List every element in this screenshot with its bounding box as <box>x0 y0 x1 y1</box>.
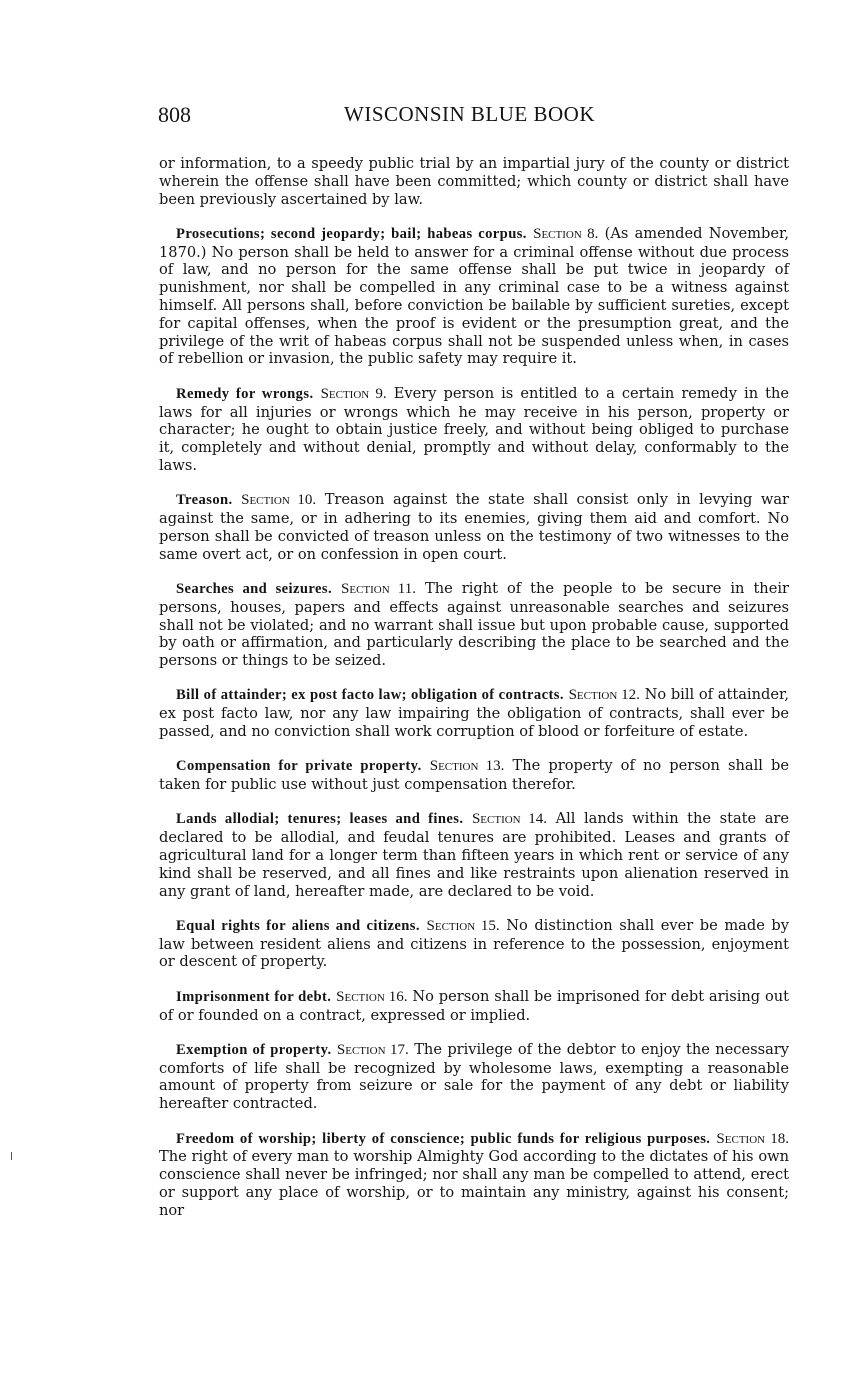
section-9-paragraph <box>159 385 789 475</box>
section-text: No distinction shall ever be made by law between resident aliens and citizens in reference to the possession, enjoyment or descent of property. <box>159 916 790 971</box>
section-heading: Treason. <box>176 492 233 509</box>
section-text: (As amended November, 1870.) No person shall be held to answer for a criminal offense without due process of law, and no person for the same offense shall be put twice in jeopardy of punishment, nor shall be compelled in any criminal case to be a witness against himself. All persons shall, before conviction be bailable by sufficient sureties, except for capital offenses, when the proof is evident or the presumption great, and the privilege of the writ of habeas corpus shall not be suspended unless when, in cases of rebellion or invasion, the public safety may require it. <box>159 224 790 368</box>
constitution-text <box>159 155 789 1236</box>
section-label: Section 10. <box>241 492 317 509</box>
section-12-paragraph <box>159 686 789 740</box>
section-15-paragraph <box>159 917 789 971</box>
page-header <box>158 100 789 132</box>
section-text: All lands within the state are declared to be allodial, and feudal tenures are prohibited. Leases and grants of agricultural land for a longer term than fifteen years in which rent or service of any kind shall be reserved, and all fines and like restraints upon alienation reserved in any grant of land, hereafter made, are declared to be void. <box>159 810 790 900</box>
section-label: Section 18. <box>716 1130 790 1147</box>
section-text: The privilege of the debtor to enjoy the necessary comforts of life shall be recognized by wholesome laws, exempting a reasonable amount of property from seizure or sale for the payment of any debt or liability hereafter contracted. <box>159 1040 790 1113</box>
section-label: Section 12. <box>568 687 640 704</box>
section-heading: Imprisonment for debt. <box>176 988 332 1005</box>
section-10-paragraph <box>159 491 789 563</box>
section-label: Section 8. <box>533 225 599 242</box>
section-heading: Remedy for wrongs. <box>176 385 314 402</box>
section-14-paragraph <box>159 810 789 900</box>
section-17-paragraph <box>159 1041 789 1113</box>
section-label: Section 11. <box>341 580 416 597</box>
section-heading: Searches and seizures. <box>176 580 333 597</box>
scan-mark <box>11 1152 12 1160</box>
section-heading: Prosecutions; second jeopardy; bail; habeas corpus. <box>176 225 527 242</box>
section-label: Section 14. <box>471 811 548 828</box>
section-16-paragraph <box>159 988 789 1025</box>
section-heading: Freedom of worship; liberty of conscience; public funds for religious purposes. <box>176 1130 711 1147</box>
section-heading: Lands allodial; tenures; leases and fines. <box>176 811 464 828</box>
section-text: The right of every man to worship Almighty God according to the dictates of his own conscience shall never be infringed; nor shall any man be compelled to attend, erect or support any place of worship, or to maintain any ministry, against his consent; nor <box>159 1148 789 1219</box>
section-text: Every person is entitled to a certain remedy in the laws for all injuries or wrongs which he may receive in his person, property or character; he ought to obtain justice freely, and without being obliged to purchase it, completely and without denial, promptly and without delay, conformably to the laws. <box>159 384 790 474</box>
section-heading: Compensation for private property. <box>176 758 422 775</box>
section-label: Section 17. <box>336 1041 409 1058</box>
section-text: No bill of attainder, ex post facto law, nor any law impairing the obligation of contracts, shall ever be passed, and no conviction shall work corruption of blood or forfeiture of estate. <box>159 686 789 741</box>
page-number: 808 <box>158 102 191 127</box>
section-8-paragraph <box>159 225 789 368</box>
section-text: Treason against the state shall consist only in levying war against the same, or in adhering to its enemies, giving them aid and comfort. No person shall be convicted of treason unless on the testimony of two witnesses to the same overt act, or on confession in open court. <box>159 491 790 563</box>
section-label: Section 16. <box>336 988 408 1005</box>
section-heading: Bill of attainder; ex post facto law; obligation of contracts. <box>176 687 564 704</box>
continued-paragraph: or information, to a speedy public trial by an impartial jury of the county or district wherein the offense shall have been committed; which county or district shall have been previously ascertained by law. <box>159 155 789 208</box>
section-text: No person shall be imprisoned for debt arising out of or founded on a contract, expressed or implied. <box>159 987 790 1024</box>
section-label: Section 9. <box>320 385 387 402</box>
section-18-paragraph <box>159 1130 789 1220</box>
section-label: Section 13. <box>429 758 505 775</box>
section-text: The right of the people to be secure in their persons, houses, papers and effects against unreasonable searches and seizures shall not be violated; and no warrant shall issue but upon probable cause, supported by oath or affirmation, and particularly describing the place to be searched and the persons or things to be seized. <box>159 579 789 670</box>
section-heading: Exemption of property. <box>176 1041 332 1058</box>
section-13-paragraph <box>159 757 789 794</box>
section-label: Section 15. <box>426 917 500 934</box>
section-heading: Equal rights for aliens and citizens. <box>176 917 420 934</box>
section-text: The property of no person shall be taken for public use without just compensation therefor. <box>159 757 790 794</box>
running-title: WISCONSIN BLUE BOOK <box>344 102 595 126</box>
section-11-paragraph <box>159 580 789 670</box>
